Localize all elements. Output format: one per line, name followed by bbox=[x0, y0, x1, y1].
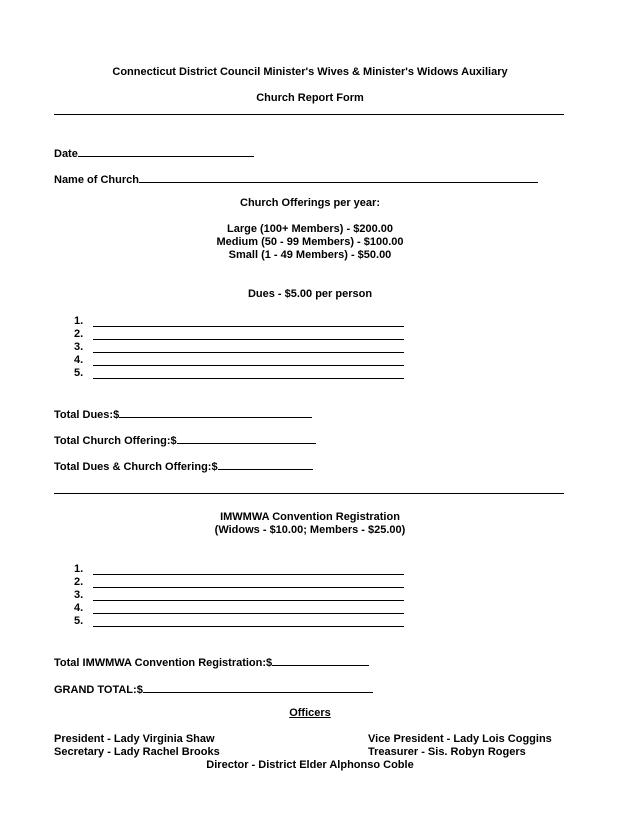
date-label: Date bbox=[54, 148, 78, 160]
convention-line-number: 1. bbox=[74, 563, 84, 575]
convention-fees: (Widows - $10.00; Members - $25.00) bbox=[214, 524, 406, 536]
dues-line-number: 4. bbox=[74, 354, 84, 366]
middle-divider bbox=[54, 493, 564, 494]
dues-heading: Dues - $5.00 per person bbox=[247, 288, 373, 300]
offering-tier-medium: Medium (50 - 99 Members) - $100.00 bbox=[216, 236, 404, 248]
convention-total-field[interactable] bbox=[54, 654, 369, 669]
offerings-heading: Church Offerings per year: bbox=[240, 197, 380, 209]
officer-secretary: Secretary - Lady Rachel Brooks bbox=[54, 746, 220, 758]
officer-treasurer: Treasurer - Sis. Robyn Rogers bbox=[368, 746, 526, 758]
convention-line-number: 3. bbox=[74, 589, 84, 601]
total-combined-blank[interactable] bbox=[218, 458, 313, 470]
offering-tier-small: Small (1 - 49 Members) - $50.00 bbox=[228, 249, 392, 261]
grand-total-blank[interactable] bbox=[143, 681, 373, 693]
officers-heading: Officers bbox=[289, 707, 331, 719]
total-dues-field[interactable] bbox=[54, 406, 312, 421]
convention-total-blank[interactable] bbox=[272, 654, 369, 666]
date-blank[interactable] bbox=[78, 145, 254, 157]
convention-line-number: 4. bbox=[74, 602, 84, 614]
total-dues-blank[interactable] bbox=[119, 406, 312, 418]
church-name-field[interactable] bbox=[54, 171, 538, 186]
top-divider bbox=[54, 114, 564, 115]
convention-line-number: 5. bbox=[74, 615, 84, 627]
officer-director: Director - District Elder Alphonso Coble bbox=[206, 759, 414, 771]
convention-heading: IMWMWA Convention Registration bbox=[220, 511, 400, 523]
officer-president: President - Lady Virginia Shaw bbox=[54, 733, 215, 745]
offering-tier-large: Large (100+ Members) - $200.00 bbox=[226, 223, 393, 235]
officer-vice-president: Vice President - Lady Lois Coggins bbox=[368, 733, 552, 745]
total-dues-label: Total Dues:$ bbox=[54, 409, 120, 421]
total-offering-label: Total Church Offering:$ bbox=[54, 435, 177, 447]
dues-line-number: 3. bbox=[74, 341, 84, 353]
grand-total-label: GRAND TOTAL:$ bbox=[54, 684, 143, 696]
dues-line-number: 1. bbox=[74, 315, 84, 327]
total-combined-field[interactable] bbox=[54, 458, 313, 473]
grand-total-field[interactable] bbox=[54, 681, 373, 696]
date-field[interactable] bbox=[54, 145, 254, 160]
church-name-label: Name of Church bbox=[54, 174, 139, 186]
total-combined-label: Total Dues & Church Offering:$ bbox=[54, 461, 218, 473]
org-title: Connecticut District Council Minister's Wives & Minister's Widows Auxiliary bbox=[112, 66, 508, 78]
dues-line-number: 2. bbox=[74, 328, 84, 340]
convention-line-number: 2. bbox=[74, 576, 84, 588]
convention-total-label: Total IMWMWA Convention Registration:$ bbox=[54, 657, 273, 669]
total-offering-field[interactable] bbox=[54, 432, 316, 447]
total-offering-blank[interactable] bbox=[177, 432, 316, 444]
church-name-blank[interactable] bbox=[139, 171, 538, 183]
form-title: Church Report Form bbox=[256, 92, 364, 104]
dues-line-number: 5. bbox=[74, 367, 84, 379]
